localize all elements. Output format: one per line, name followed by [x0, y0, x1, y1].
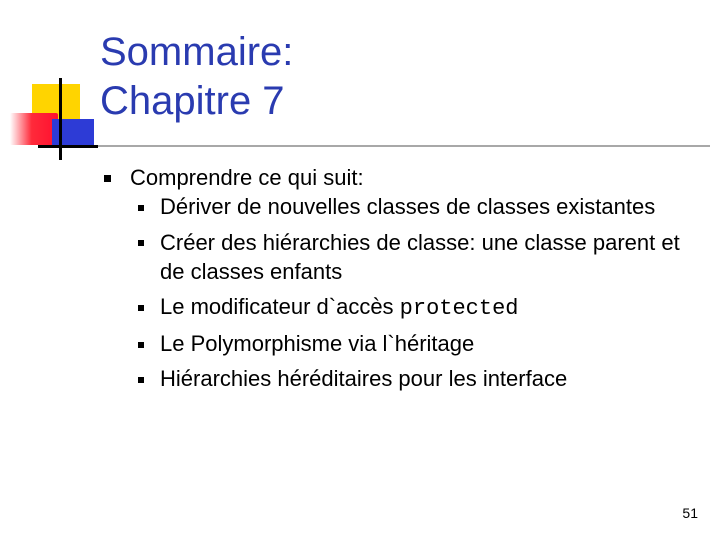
bullet-icon [138, 240, 144, 246]
title-divider [98, 145, 710, 147]
slide-title: Sommaire: Chapitre 7 [100, 30, 294, 123]
bullet-icon [138, 342, 144, 348]
list-item [138, 330, 680, 358]
list-item-text: Le Polymorphisme via l`héritage [160, 331, 475, 356]
bullet-icon [138, 305, 144, 311]
list-item [138, 293, 680, 323]
bullet-list [104, 163, 680, 400]
sub-list [138, 193, 680, 393]
bullet-icon [138, 205, 144, 211]
list-item [138, 365, 680, 393]
intro-text: Comprendre ce qui suit: [130, 165, 364, 190]
bullet-icon [138, 377, 144, 383]
code-keyword: protected [399, 296, 519, 321]
list-item [104, 163, 680, 393]
list-item-text: Hiérarchies héréditaires pour les interface [160, 366, 568, 391]
decor-horizontal-line [38, 145, 98, 148]
list-item [138, 193, 680, 221]
list-item-text: Créer des hiérarchies de classe: une classe parent et de classes enfants [160, 230, 680, 284]
list-item-text: Le modificateur d`accès [160, 294, 400, 319]
list-item-text: Dériver de nouvelles classes de classes existantes [160, 194, 656, 219]
list-item [138, 228, 680, 286]
bullet-icon [104, 175, 111, 182]
decor-red-square [10, 113, 58, 145]
page-number: 51 [682, 505, 698, 521]
